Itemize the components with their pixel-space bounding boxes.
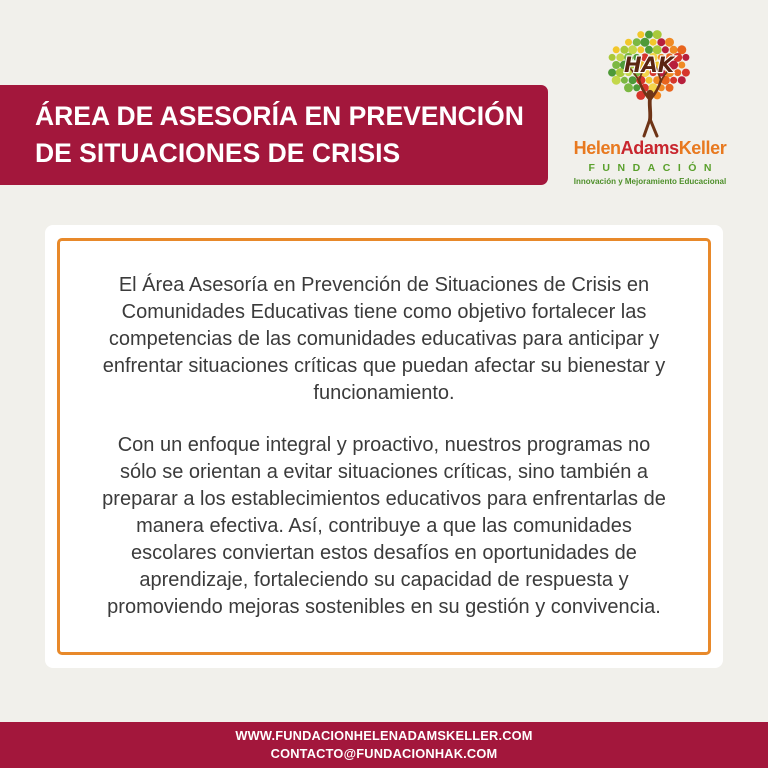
logo-brand-name <box>560 138 740 158</box>
logo-leaf <box>650 39 657 46</box>
logo-leaf <box>674 69 681 76</box>
paragraph-line: preparar a los establecimientos educativos para enfrentarlas de <box>102 488 666 510</box>
paragraph-line: El Área Asesoría en Prevención de Situaciones de Crisis en <box>118 274 650 296</box>
logo-subtitle: FUNDACIÓN <box>588 162 719 174</box>
logo-leg <box>650 119 657 136</box>
logo-leaf <box>646 77 653 84</box>
paragraph-line: escolares conviertan estos desafíos en oportunidades de <box>131 542 637 564</box>
logo-tagline: Innovación y Mejoramiento Educacional <box>573 177 727 186</box>
paragraph-line: manera efectiva. Así, contribuye a que las comunidades <box>136 515 632 537</box>
logo-monogram: HAK <box>623 53 675 77</box>
logo-leaf <box>678 62 685 69</box>
logo-leaf <box>624 83 633 92</box>
logo-leaf <box>645 31 653 39</box>
footer-bar <box>0 722 768 768</box>
title-banner <box>0 85 548 185</box>
logo-leaf <box>666 84 674 92</box>
logo-leaf <box>613 46 620 53</box>
logo-brand-part: Helen <box>573 138 621 158</box>
content-card <box>45 225 723 668</box>
footer-email: CONTACTO@FUNDACIONHAK.COM <box>270 746 498 761</box>
logo-leaf <box>682 69 690 77</box>
logo-leaf <box>657 38 665 46</box>
logo-leg <box>644 119 650 136</box>
logo-leaf <box>621 77 628 84</box>
logo-leaf <box>673 53 682 62</box>
paragraph-line: Con un enfoque integral y proactivo, nuestros programas no <box>117 434 651 456</box>
paragraph-line: aprendizaje, fortaleciendo su capacidad de respuesta y <box>139 569 629 591</box>
logo-leaf <box>653 30 662 39</box>
paragraph-line: funcionamiento. <box>313 382 455 404</box>
logo-leaf <box>637 31 644 38</box>
logo-leaf <box>678 76 686 84</box>
logo-leaf <box>608 69 616 77</box>
content-frame <box>57 238 711 655</box>
logo-head <box>646 90 653 97</box>
logo-brand-part: Keller <box>678 138 727 158</box>
logo-leaf <box>612 76 621 85</box>
logo-leaf <box>625 39 632 46</box>
logo-leaf <box>677 45 686 54</box>
logo-leaf <box>633 38 641 46</box>
tree-with-person-icon <box>603 28 697 138</box>
page-title-line: ÁREA DE ASESORÍA EN PREVENCIÓN <box>35 101 524 131</box>
footer-website: WWW.FUNDACIONHELENADAMSKELLER.COM <box>235 728 533 743</box>
paragraph-line: promoviendo mejoras sostenibles en su gestión y convivencia. <box>107 596 661 618</box>
paragraph-line: competencias de las comunidades educativas para anticipar y <box>108 328 660 350</box>
paragraph-line: enfrentar situaciones críticas que puedan afectar su bienestar y <box>102 355 666 377</box>
logo-leaf <box>640 38 649 47</box>
paragraph-line: sólo se orientan a evitar situaciones críticas, sino también a <box>119 461 649 483</box>
logo-body <box>650 98 651 120</box>
logo-leaf <box>612 61 620 69</box>
paragraph-objective <box>103 272 666 407</box>
logo-leaf <box>670 77 677 84</box>
paragraph-line: Comunidades Educativas tiene como objetivo fortalecer las <box>121 301 647 323</box>
logo-leaf <box>682 54 689 61</box>
paragraph-approach <box>102 432 666 621</box>
page-title-line: DE SITUACIONES DE CRISIS <box>35 138 401 168</box>
logo-leaf <box>665 38 674 47</box>
logo-leaf <box>633 84 640 91</box>
logo-leaf <box>629 76 637 84</box>
logo-leaf <box>609 54 616 61</box>
logo-brand-part: Adams <box>620 138 679 158</box>
